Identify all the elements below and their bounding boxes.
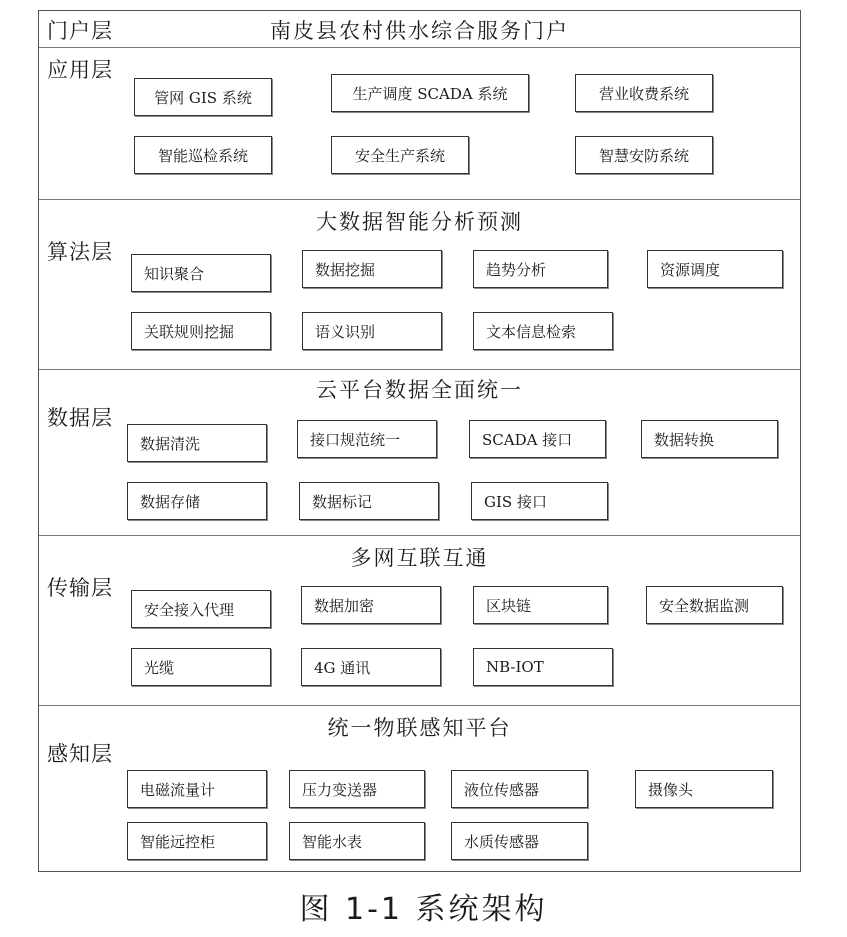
algo-item-mining: 数据挖掘 (302, 250, 442, 288)
algo-item-trend: 趋势分析 (473, 250, 608, 288)
perception-layer-label: 感知层 (47, 742, 113, 766)
app-item-gis: 管网 GIS 系统 (134, 78, 272, 116)
app-item-billing: 营业收费系统 (575, 74, 713, 112)
algorithm-layer-label: 算法层 (47, 240, 113, 264)
data-item-cleaning: 数据清洗 (127, 424, 267, 462)
transport-item-blockchain: 区块链 (473, 586, 608, 624)
data-item-scada-interface: SCADA 接口 (469, 420, 606, 458)
sensor-item-control-cabinet: 智能远控柜 (127, 822, 267, 860)
application-layer (39, 47, 800, 199)
transport-item-encryption: 数据加密 (301, 586, 441, 624)
algo-item-knowledge: 知识聚合 (131, 254, 271, 292)
algo-item-semantic: 语义识别 (302, 312, 442, 350)
algorithm-layer (39, 199, 800, 369)
algo-item-retrieval: 文本信息检索 (473, 312, 613, 350)
algo-item-resource: 资源调度 (647, 250, 783, 288)
data-item-gis-interface: GIS 接口 (471, 482, 608, 520)
sensor-item-level: 液位传感器 (451, 770, 588, 808)
transport-item-proxy: 安全接入代理 (131, 590, 271, 628)
data-layer (39, 369, 800, 535)
architecture-diagram (38, 10, 801, 872)
perception-layer (39, 705, 800, 871)
algorithm-title: 大数据智能分析预测 (316, 210, 523, 234)
data-layer-label: 数据层 (47, 406, 113, 430)
transport-item-nbiot: NB-IOT (473, 648, 613, 686)
data-title: 云平台数据全面统一 (316, 378, 523, 402)
transport-item-4g: 4G 通讯 (301, 648, 441, 686)
application-layer-label: 应用层 (47, 58, 113, 82)
portal-title: 南皮县农村供水综合服务门户 (270, 19, 569, 43)
sensor-item-flowmeter: 电磁流量计 (127, 770, 267, 808)
data-item-marking: 数据标记 (299, 482, 439, 520)
perception-title: 统一物联感知平台 (327, 716, 512, 740)
sensor-item-camera: 摄像头 (635, 770, 773, 808)
transport-layer (39, 535, 800, 705)
data-item-interface: 接口规范统一 (297, 420, 437, 458)
data-item-conversion: 数据转换 (641, 420, 778, 458)
algo-item-association: 关联规则挖掘 (131, 312, 271, 350)
app-item-safety: 安全生产系统 (331, 136, 469, 174)
portal-layer-label: 门户层 (47, 19, 113, 43)
sensor-item-water-meter: 智能水表 (289, 822, 425, 860)
sensor-item-quality: 水质传感器 (451, 822, 588, 860)
data-item-storage: 数据存储 (127, 482, 267, 520)
app-item-scada: 生产调度 SCADA 系统 (331, 74, 529, 112)
transport-layer-label: 传输层 (47, 576, 113, 600)
figure-caption: 图 1-1 系统架构 (299, 892, 548, 927)
transport-item-fiber: 光缆 (131, 648, 271, 686)
transport-item-monitoring: 安全数据监测 (646, 586, 783, 624)
transport-title: 多网互联互通 (350, 546, 489, 570)
portal-layer (39, 11, 800, 47)
app-item-inspection: 智能巡检系统 (134, 136, 272, 174)
app-item-security: 智慧安防系统 (575, 136, 713, 174)
sensor-item-pressure: 压力变送器 (289, 770, 425, 808)
